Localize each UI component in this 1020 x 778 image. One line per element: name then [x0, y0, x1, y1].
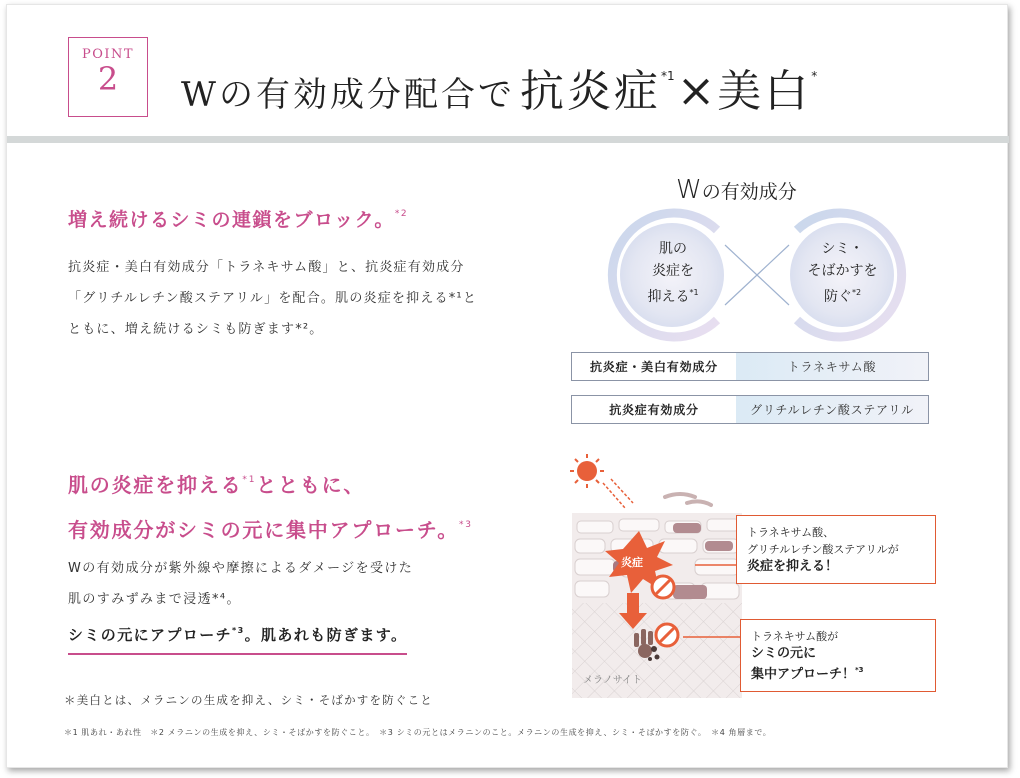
- title-sup1: *1: [661, 69, 675, 83]
- title-sup2: *: [811, 69, 818, 83]
- point-badge: [68, 37, 148, 117]
- section2-heading: 肌の炎症を抑える$^{*1}$とともに、 有効成分がシミの元に集中アプローチ。$^{*3}$: [68, 473, 473, 542]
- whitening-note: ＊美白とは、メラニンの生成を抑え、シミ・そばかすを防ぐこと: [64, 693, 433, 707]
- title-cross: ×: [676, 63, 716, 117]
- page-frame: [6, 4, 1008, 768]
- header: [7, 5, 1009, 137]
- header-divider: [7, 136, 1009, 143]
- block-sign-icon: [656, 624, 678, 646]
- uv-arrows-icon: [603, 479, 633, 508]
- section1-line: 抗炎症・美白有効成分「トラネキサム酸」と、抗炎症有効成分: [68, 260, 465, 275]
- section2-line: 肌のすみずみまで浸透*⁴。: [68, 592, 241, 607]
- footnotes: ＊1 肌あれ・あれ性 ＊2 メラニンの生成を抑え、シミ・そばかすを防ぐこと。 ＊3 シミの元とはメラニンのこと。メラニンの生成を抑え、シミ・そばかすを防ぐ。 ＊4 角層まで。: [64, 728, 772, 737]
- section2-emphasis: シミの元にアプローチ$^{*3}$。肌あれも防ぎます。: [68, 615, 407, 655]
- left-circle-text: 肌の 炎症を 抑える$^{*1}$: [647, 241, 699, 305]
- section2-body: [68, 553, 508, 655]
- section1-line: 「グリチルレチン酸ステアリル」を配合。肌の炎症を抑える*¹と: [68, 291, 478, 306]
- callout-inflammation: トラネキサム酸、 グリチルレチン酸ステアリルが 炎症を抑える！: [736, 515, 936, 584]
- ingredient-diagram: [597, 205, 917, 345]
- skin-illustration: [555, 453, 945, 703]
- section1-heading: 増え続けるシミの連鎖をブロック。$^{*2}$: [68, 209, 409, 231]
- right-circle-text: シミ・ そばかすを 防ぐ$^{*2}$: [807, 241, 878, 305]
- sun-icon: [577, 461, 597, 481]
- section2-line: Wの有効成分が紫外線や摩擦によるダメージを受けた: [68, 561, 414, 576]
- title-part1: Wの有効成分配合で: [181, 75, 515, 115]
- diagram-title: Wの有効成分: [676, 175, 797, 205]
- point-label: POINT: [81, 47, 135, 62]
- section1-body: [68, 252, 508, 345]
- page-title: [181, 55, 817, 119]
- title-whitening: 美白: [717, 66, 812, 117]
- block-sign-icon: [652, 576, 674, 598]
- ingredient-row-value: トラネキサム酸: [736, 353, 928, 380]
- ingredient-row-value: グリチルレチン酸ステアリル: [736, 396, 928, 423]
- ingredient-row: [571, 352, 929, 381]
- point-number: 2: [97, 60, 119, 98]
- section1-line: ともに、増え続けるシミも防ぎます*²。: [68, 322, 324, 337]
- ingredient-row: [571, 395, 929, 424]
- title-anti-inflammation: 抗炎症: [520, 66, 662, 117]
- callout-approach: トラネキサム酸が シミの元に 集中アプローチ！$^{*3}$: [740, 619, 936, 692]
- melanocyte-label: メラノサイト: [583, 675, 642, 686]
- ingredient-row-key: 抗炎症有効成分: [572, 396, 736, 423]
- ingredient-row-key: 抗炎症・美白有効成分: [572, 353, 736, 380]
- inflammation-label: 炎症: [621, 556, 643, 569]
